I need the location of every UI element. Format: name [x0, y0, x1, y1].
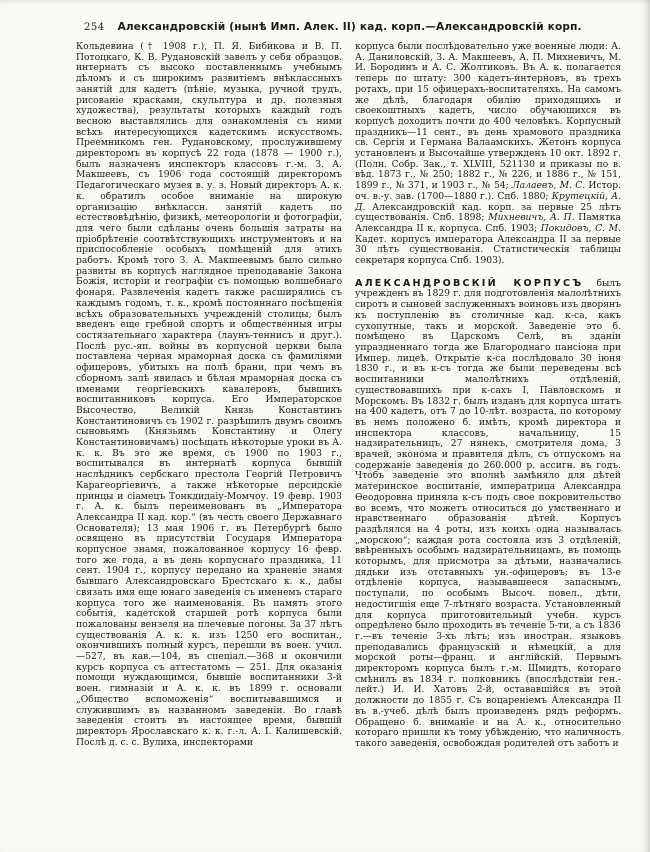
text-segment: Кадет. корпусъ императора Александра II за первые 30 лѣтъ существованія. Статистическія таблицы секретаря корпуса Спб. 1903).	[355, 233, 621, 267]
right-column	[355, 42, 621, 750]
left-column	[76, 42, 342, 750]
text-columns	[0, 33, 650, 750]
page-number: 254	[84, 22, 105, 33]
article-heading: АЛЕКСАНДРОВСКІЙ КОРПУСЪ	[355, 277, 584, 289]
text-segment: Памятка Александра II к. корпуса. Спб. 1903;	[355, 212, 622, 234]
text-segment: Кольдевина († 1908 г.), П. Я. Бибикова и В. П. Потоцкаго, К. В. Рудановскій завелъ у себя образцов. интернатъ съ высоко поставленнымъ учебнымъ дѣломъ и съ широкимъ развитіемъ внѣклассныхъ занятій для кадетъ (пѣніе, музыка, ручной трудъ, рисованіе красками, скульптура и др. полезныя художества), результаты которыхъ каждый годъ весною выставлялись для ознакомленія съ ними всѣхъ интересующихся кадетскимъ искусствомъ. Преемникомъ ген. Рудановскому, прослужившему директоромъ въ корпусѣ 22 года (1878 — 1900 г.), былъ назначенъ инспекторъ классовъ г.-м. З. А. Макшеевъ, съ 1906 года состоящій директоромъ Педагогическаго музея в. у. з. Новый директоръ А. к. к. обратилъ особое вниманіе на широкую организацію внѣклассн. занятій кадетъ по естествовѣдѣнію, физикѣ, метеорологіи и фотографіи, для чего были сдѣланы очень большія затраты на пріобрѣтеніе соотвѣтствующихъ инструментовъ и на приспособленіе особыхъ помѣщеній для этихъ работъ. Кромѣ того З. А. Макшеевымъ было сильно развиты въ корпусѣ наглядное преподаваніе Закона Божія, исторіи и географіи съ помощью волшебнаго фонаря. Развлеченія кадетъ также расширялись съ каждымъ годомъ, т. к., кромѣ постояннаго посѣщенія всѣхъ образовательныхъ учрежденій столицы, былъ введенъ еще гребной спортъ и общественныя игры состязательнаго характера (лаунъ-теннисъ и друг.). Послѣ рус.-яп. войны въ корпусной церкви была поставлена черная мраморная доска съ фамиліями офицеровъ, убитыхъ на полѣ брани, при чемъ въ сборномъ залѣ явилась и бѣлая мраморная доска съ именами георгіевскихъ кавалеровъ, бывшихъ воспитанниковъ корпуса. Его Императорское Высочество, Великій Князь Константинъ Константиновичъ съ 1902 г. разрѣшилъ двумъ своимъ сыновьямъ (Князьямъ Константину и Олегу Константиновичамъ) посѣщать нѣкоторые уроки въ А. к. к. Въ это же время, съ 1900 по 1903 г., воспитывался въ интернатѣ корпуса бывшій наслѣдникъ сербскаго престола Георгій Петровичъ Карагеоргіевичъ, а также нѣкоторые персидскіе принцы и сіамецъ Тонкдидаіу-Момчоу. 19 февр. 1903 г. А. к. былъ переименованъ въ „Императора Александра II кад. кор.“ (въ честь своего Державнаго Основателя); 13 мая 1906 г. въ Петербургѣ было освящено въ присутствіи Государя Императора корпусное знамя, пожалованное корпусу 16 февр. того же года, а въ день корпуснаго праздника, 11 сент. 1904 г., корпусу передано на храненіе знамя бывшаго Александровскаго Брестскаго к. к., дабы связать имя еще юнаго заведенія съ именемъ стараго корпуса того же наименованія. Въ память этого событія, кадетской старшей ротѣ корпуса были пожалованы вензеля на плечевые погоны. За 37 лѣтъ существованія А. к. к. изъ 1250 его воспитан., окончившихъ полный курсъ, перешли въ воен. учил.—527, въ кав.—104, въ спеціал.—368 и окончили курсъ корпуса съ аттестатомъ — 251. Для оказанія помощи нуждающимся, бывшіе воспитанники 3-й воен. гимназіи и А. к. к. въ 1899 г. основали „Общество вспоможенія“ воспитывавшимся и служившимъ въ названномъ заведеніи. Во главѣ заведенія стоитъ въ настоящее время, бывшій директоръ Ярославскаго к. к. г.-л. А. І. Калишевскій. Послѣ д. с. с. Вулиха, инспекторами	[76, 41, 342, 748]
text-segment: Покидовъ, С. М.	[540, 222, 621, 234]
running-head	[0, 0, 650, 33]
text-segment: Лалаевъ, М. С.	[512, 180, 586, 192]
text-segment: былъ учрежденъ въ 1829 г. для подготовленія малолѣтнихъ сиротъ и сыновей заслуженныхъ воиновъ изъ дворянъ къ поступленію въ столичные кад. к-са, какъ сухопутные, такъ и морской. Заведеніе это б. помѣщено въ Царскомъ Селѣ, въ зданіи упраздненнаго тогда же Благороднаго пансіона при Импер. лицеѣ. Открытіе к-са послѣдовало 30 іюня 1830 г., и въ к-съ тогда же были переведены всѣ воспитанники малолѣтнихъ отдѣленій, существовавшихъ при к-сахъ I, Павловскомъ и Морскомъ. Въ 1832 г. былъ изданъ для корпуса штатъ на 400 кадетъ, отъ 7 до 10-лѣт. возраста, по которому въ немъ положено б. имѣть, кромѣ директора и инспектора классовъ, начальницу, 15 надзирательницъ, 27 нянекъ, смотрителя дома, 3 врачей, эконома и правителя дѣлъ, съ отпускомъ на содержаніе заведенія до 260.000 р. ассигн. въ годъ. Чтобъ заведеніе это вполнѣ замѣняло для дѣтей материнское воспитаніе, императрица Александра Ѳеодоровна приняла к-съ подъ свое покровительство во всемъ, что можетъ относиться до умственнаго и нравственнаго образованія дѣтей. Корпусъ раздѣлялся на 4 роты, изъ коихъ одна называлась „морскою“; каждая рота состояла изъ 3 отдѣленій, ввѣренныхъ особымъ надзирательницамъ, въ помощь которымъ, для присмотра за дѣтьми, назначались дядьки изъ отставныхъ ун.-офицеровъ; въ 13-е отдѣленіе корпуса, называвшееся запаснымъ, поступали, по особымъ Высоч. повел., дѣти, недостигшія еще 7-лѣтняго возраста. Установленный для корпуса приготовительный учебн. курсъ опредѣлено было проходить въ теченіе 5-ти, а съ 1836 г.—въ теченіе 3-хъ лѣтъ; изъ иностран. языковъ преподавались французскій и нѣмецкій, а для морской роты—франц. и англійскій. Первымъ директоромъ корпуса былъ г.-м. Шмидтъ, котораго смѣнилъ въ 1834 г. полковникъ (впослѣдствіи ген.-лейт.) И. И. Хатовъ 2-й, остававшійся въ этой должности до 1855 г. Съ воцареніемъ Александра II въ в.-учеб. дѣлѣ былъ произведенъ рядъ реформъ. Обращено б. вниманіе и на А. к., относительно котораго пришли къ тому убѣжденію, что наличность такого заведенія, освобождая родителей отъ заботъ и	[355, 277, 621, 749]
text-segment: корпуса были послѣдовательно уже военные люди: А. А. Даниловскій, З. А. Макшеевъ, А. П. Михневичъ, М. И. Бородинъ и А. С. Жолтиковъ. Въ А. к. полагается теперь по штату: 300 кадетъ-интерновъ, въ трехъ ротахъ, при 15 офицерахъ-воспитателяхъ. На самомъ же дѣлѣ, благодаря обилію приходящихъ и своекоштныхъ кадетъ, число обучающихся въ корпусѣ доходитъ почти до 400 человѣкъ. Корпусный праздникъ—11 сент., въ день храмового праздника св. Сергія и Германа Валаамскихъ. Жетонъ корпуса установленъ и Высочайше утвержденъ 10 окт. 1892 г. (Полн. Собр. Зак., т. XLVIII, 521130 и приказы по в. вѣд. 1873 г., № 250; 1882 г., № 226, и 1886 г., № 151, 1899 г., № 371, и 1903 г., № 54;	[355, 41, 621, 192]
paragraph	[76, 42, 342, 748]
paragraph	[355, 279, 621, 750]
text-segment: Крутецкій, А. Д.	[355, 190, 621, 213]
text-segment: Истор. оч. в.-у. зав. (1700—1880 г.). Спб. 1880;	[355, 180, 622, 202]
text-segment: Александровскій кад. корп. за первые 25 лѣтъ существованія. Спб. 1898;	[355, 201, 621, 224]
text-segment: Михневичъ, А. П.	[488, 212, 575, 224]
paragraph	[355, 42, 621, 267]
running-title: Александровскій (нынѣ Имп. Алек. II) кад. корп.—Александровскій корп.	[117, 21, 582, 33]
